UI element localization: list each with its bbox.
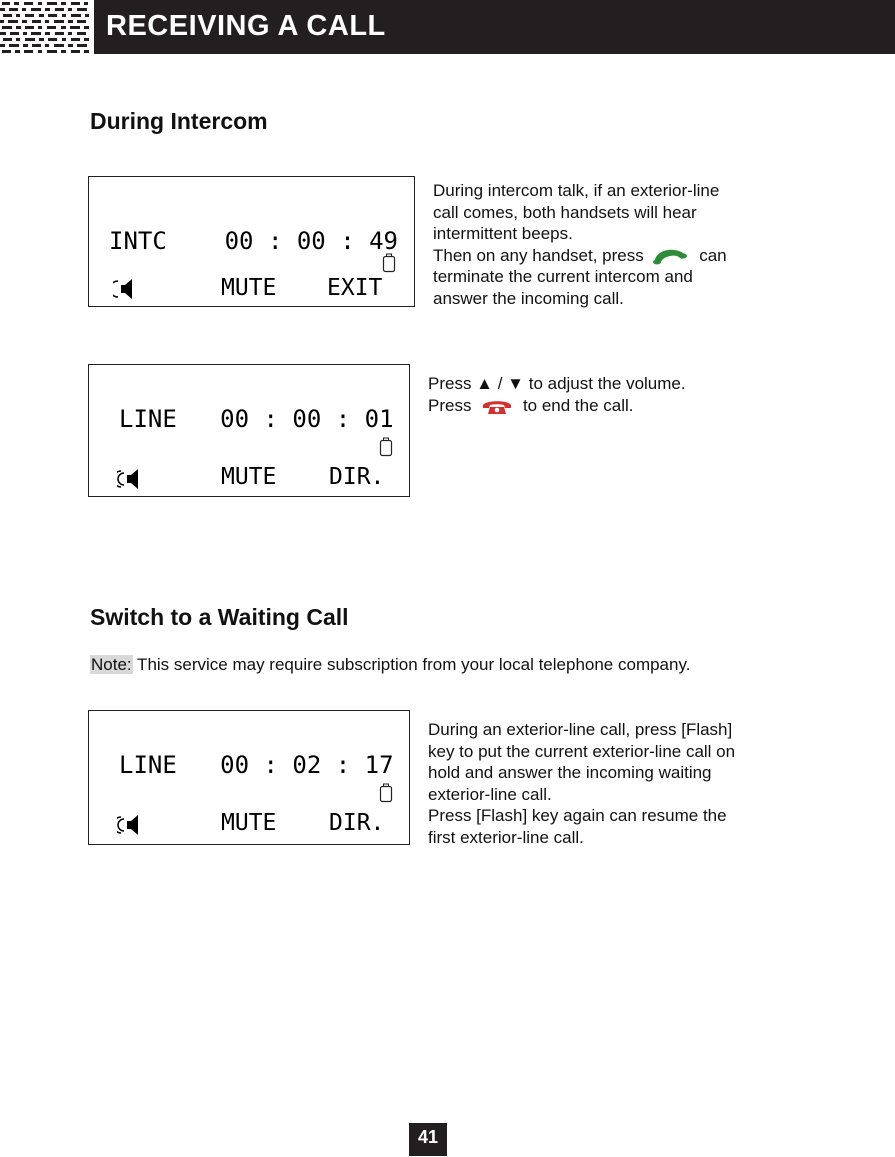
lcd-mute-label: MUTE	[221, 275, 277, 301]
subscription-note	[90, 655, 690, 675]
desc-line: key to put the current exterior-line call on	[428, 741, 736, 761]
talk-phone-icon	[650, 246, 690, 266]
desc-text: to end the call.	[522, 395, 634, 415]
speaker-icon	[117, 467, 141, 491]
note-text: This service may require subscription from your local telephone company.	[132, 655, 691, 674]
end-phone-icon	[479, 396, 515, 416]
lcd-mute-label: MUTE	[221, 464, 277, 490]
lcd-status-line: LINE 00 : 00 : 01	[119, 405, 394, 433]
battery-icon	[379, 783, 393, 803]
speaker-icon	[117, 813, 141, 837]
battery-icon	[382, 253, 396, 273]
desc-text: can	[699, 245, 727, 265]
lcd-screen-intercom	[88, 176, 415, 307]
battery-icon	[379, 437, 393, 457]
lcd-softkey-label: DIR.	[329, 810, 385, 836]
desc-line: terminate the current intercom and	[433, 267, 693, 287]
lcd-softkey-label: EXIT	[327, 275, 383, 301]
desc-line: call comes, both handsets will hear	[433, 202, 697, 222]
desc-line: hold and answer the incoming waiting	[428, 763, 712, 782]
desc-line: During an exterior-line call, press [Flash]	[428, 720, 733, 739]
volume-description	[428, 373, 686, 416]
lcd-softkey-label: DIR.	[329, 464, 385, 490]
header-pattern-icon	[0, 0, 90, 54]
desc-line: During intercom talk, if an exterior-line	[433, 181, 720, 200]
desc-text: Press	[428, 395, 472, 415]
desc-line: Press ▲ / ▼ to adjust the volume.	[428, 374, 686, 393]
section-heading-waiting-call: Switch to a Waiting Call	[90, 604, 349, 630]
desc-text: Then on any handset, press	[433, 245, 644, 265]
lcd-status-line: INTC 00 : 00 : 49	[109, 227, 398, 255]
desc-line: intermittent beeps.	[433, 224, 573, 243]
desc-line-press-end	[428, 395, 686, 417]
desc-line: answer the incoming call.	[433, 288, 624, 308]
lcd-status-line: LINE 00 : 02 : 17	[119, 751, 394, 779]
lcd-screen-waiting-call	[88, 710, 410, 845]
desc-line: Press [Flash] key again can resume the	[428, 806, 727, 825]
intercom-description	[433, 180, 727, 309]
desc-line: exterior-line call.	[428, 784, 552, 804]
speaker-icon	[113, 277, 135, 301]
waiting-call-description	[428, 719, 735, 848]
page-title: RECEIVING A CALL	[106, 10, 386, 42]
desc-line-press-talk	[433, 245, 727, 267]
note-label: Note:	[91, 655, 132, 674]
section-heading-intercom: During Intercom	[90, 108, 268, 134]
lcd-screen-line	[88, 364, 410, 497]
desc-line: first exterior-line call.	[428, 827, 584, 847]
lcd-mute-label: MUTE	[221, 810, 277, 836]
page-number: 41	[409, 1123, 447, 1156]
